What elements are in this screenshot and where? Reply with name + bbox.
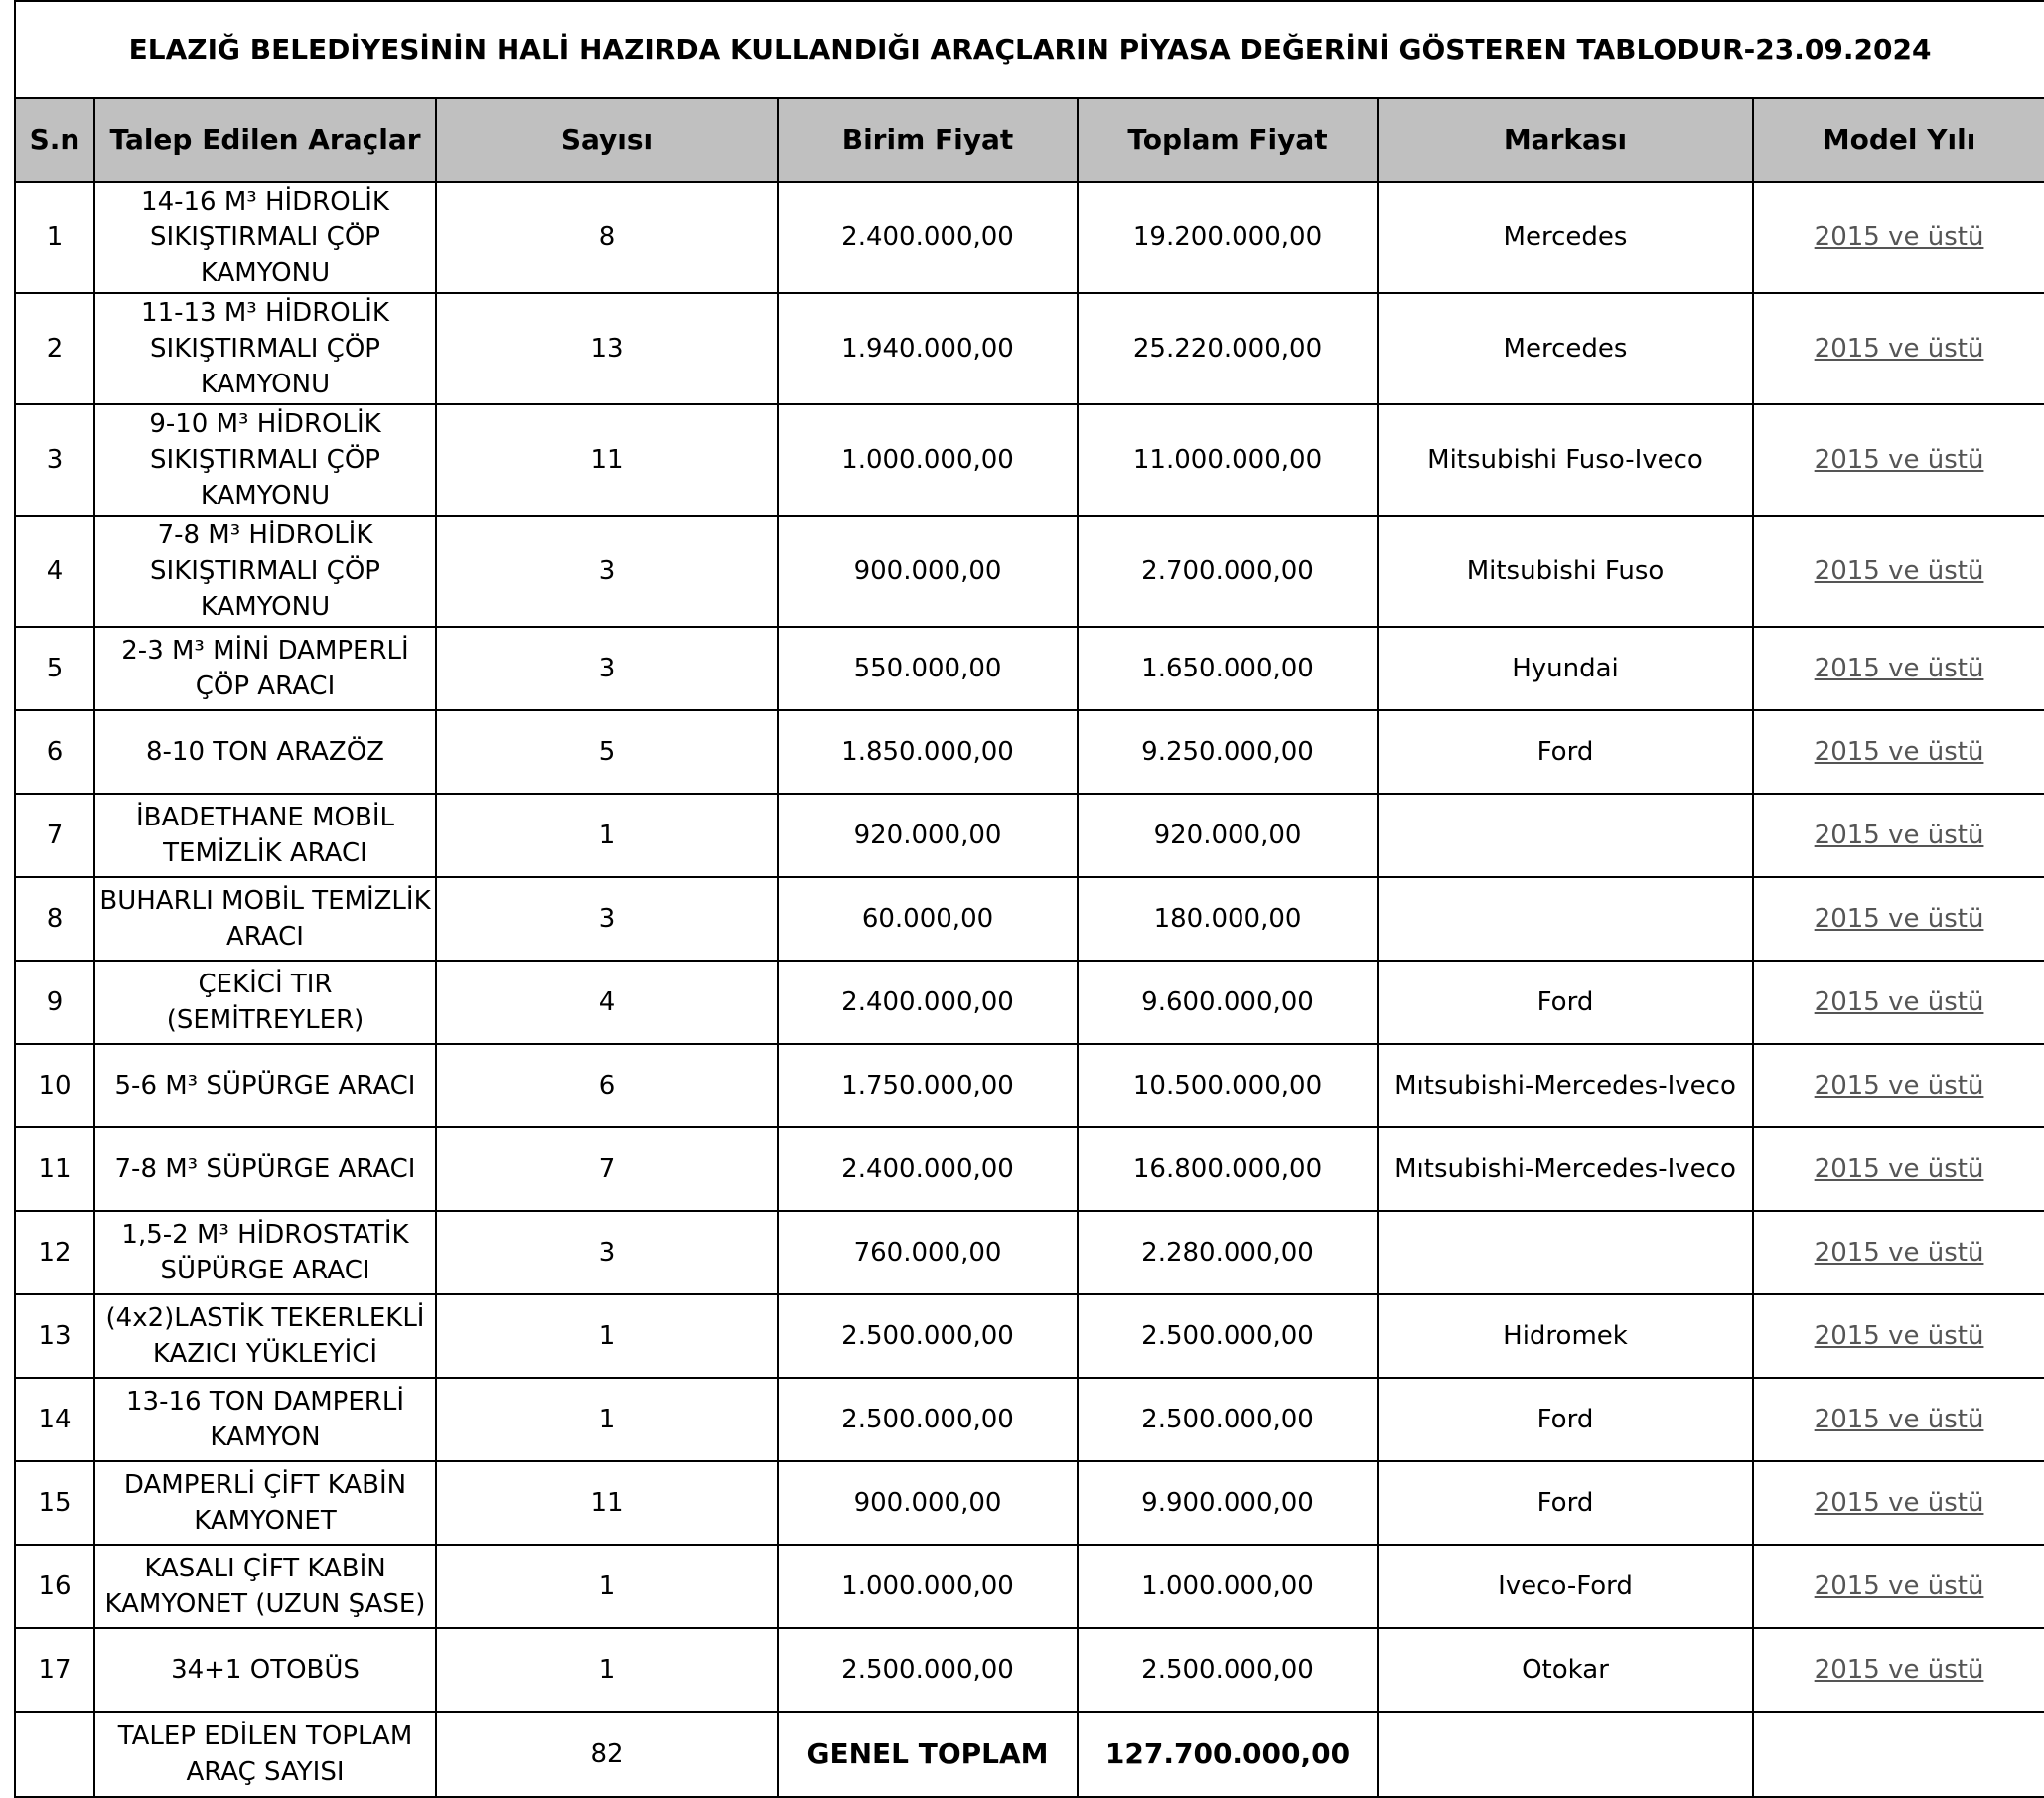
row-count: 7: [436, 1127, 778, 1211]
table-row: [15, 961, 2044, 1044]
row-unit-price: 1.940.000,00: [778, 293, 1078, 404]
row-total-price: 2.280.000,00: [1078, 1211, 1378, 1294]
row-model-year[interactable]: 2015 ve üstü: [1753, 961, 2044, 1044]
row-total-price: 2.500.000,00: [1078, 1628, 1378, 1712]
row-count: 3: [436, 877, 778, 961]
row-unit-price: 920.000,00: [778, 794, 1078, 877]
table-row: [15, 627, 2044, 710]
row-total-price: 1.650.000,00: [1078, 627, 1378, 710]
row-total-price: 11.000.000,00: [1078, 404, 1378, 516]
row-vehicle: İBADETHANE MOBİL TEMİZLİK ARACI: [94, 794, 436, 877]
table-row: [15, 516, 2044, 627]
header-unit-price: Birim Fiyat: [778, 98, 1078, 182]
row-vehicle: 13-16 TON DAMPERLİ KAMYON: [94, 1378, 436, 1461]
row-sn: 15: [15, 1461, 94, 1545]
totals-count: 82: [436, 1712, 778, 1797]
row-sn: 16: [15, 1545, 94, 1628]
row-brand: [1378, 877, 1753, 961]
row-sn: 10: [15, 1044, 94, 1127]
row-vehicle: 34+1 OTOBÜS: [94, 1628, 436, 1712]
row-count: 11: [436, 1461, 778, 1545]
row-sn: 7: [15, 794, 94, 877]
row-sn: 1: [15, 182, 94, 293]
row-count: 3: [436, 1211, 778, 1294]
row-count: 1: [436, 1545, 778, 1628]
row-count: 11: [436, 404, 778, 516]
row-brand: Ford: [1378, 1378, 1753, 1461]
row-sn: 12: [15, 1211, 94, 1294]
row-vehicle: 5-6 M³ SÜPÜRGE ARACI: [94, 1044, 436, 1127]
header-sn: S.n: [15, 98, 94, 182]
row-total-price: 2.500.000,00: [1078, 1378, 1378, 1461]
row-model-year[interactable]: 2015 ve üstü: [1753, 794, 2044, 877]
row-count: 1: [436, 1294, 778, 1378]
row-count: 8: [436, 182, 778, 293]
row-vehicle: DAMPERLİ ÇİFT KABİN KAMYONET: [94, 1461, 436, 1545]
row-model-year[interactable]: 2015 ve üstü: [1753, 1378, 2044, 1461]
row-brand: Mitsubishi Fuso-Iveco: [1378, 404, 1753, 516]
row-model-year[interactable]: 2015 ve üstü: [1753, 404, 2044, 516]
table-row: [15, 1211, 2044, 1294]
row-sn: 3: [15, 404, 94, 516]
price-table-sheet: [14, 0, 2044, 1798]
totals-label: TALEP EDİLEN TOPLAM ARAÇ SAYISI: [94, 1712, 436, 1797]
row-sn: 2: [15, 293, 94, 404]
table-row: [15, 1294, 2044, 1378]
row-vehicle: 14-16 M³ HİDROLİK SIKIŞTIRMALI ÇÖP KAMYONU: [94, 182, 436, 293]
vehicle-price-table: [14, 0, 2044, 1798]
row-vehicle: 11-13 M³ HİDROLİK SIKIŞTIRMALI ÇÖP KAMYONU: [94, 293, 436, 404]
header-vehicle: Talep Edilen Araçlar: [94, 98, 436, 182]
row-model-year[interactable]: 2015 ve üstü: [1753, 710, 2044, 794]
row-unit-price: 2.500.000,00: [778, 1294, 1078, 1378]
row-total-price: 10.500.000,00: [1078, 1044, 1378, 1127]
header-brand: Markası: [1378, 98, 1753, 182]
row-model-year[interactable]: 2015 ve üstü: [1753, 293, 2044, 404]
header-row: [15, 98, 2044, 182]
row-model-year[interactable]: 2015 ve üstü: [1753, 1294, 2044, 1378]
row-vehicle: (4x2)LASTİK TEKERLEKLİ KAZICI YÜKLEYİCİ: [94, 1294, 436, 1378]
row-sn: 6: [15, 710, 94, 794]
table-row: [15, 404, 2044, 516]
row-count: 13: [436, 293, 778, 404]
row-brand: Ford: [1378, 1461, 1753, 1545]
row-total-price: 25.220.000,00: [1078, 293, 1378, 404]
header-count: Sayısı: [436, 98, 778, 182]
row-model-year[interactable]: 2015 ve üstü: [1753, 182, 2044, 293]
row-total-price: 180.000,00: [1078, 877, 1378, 961]
row-model-year[interactable]: 2015 ve üstü: [1753, 1044, 2044, 1127]
row-brand: Mercedes: [1378, 293, 1753, 404]
row-count: 3: [436, 627, 778, 710]
row-unit-price: 1.750.000,00: [778, 1044, 1078, 1127]
row-total-price: 16.800.000,00: [1078, 1127, 1378, 1211]
row-brand: Mıtsubishi-Mercedes-Iveco: [1378, 1127, 1753, 1211]
row-brand: Hidromek: [1378, 1294, 1753, 1378]
row-count: 3: [436, 516, 778, 627]
row-model-year[interactable]: 2015 ve üstü: [1753, 1628, 2044, 1712]
row-total-price: 2.500.000,00: [1078, 1294, 1378, 1378]
row-sn: 11: [15, 1127, 94, 1211]
row-sn: 9: [15, 961, 94, 1044]
row-total-price: 9.900.000,00: [1078, 1461, 1378, 1545]
row-vehicle: 9-10 M³ HİDROLİK SIKIŞTIRMALI ÇÖP KAMYONU: [94, 404, 436, 516]
row-brand: Mercedes: [1378, 182, 1753, 293]
header-model-year: Model Yılı: [1753, 98, 2044, 182]
row-unit-price: 2.400.000,00: [778, 1127, 1078, 1211]
row-sn: 8: [15, 877, 94, 961]
totals-row: [15, 1712, 2044, 1797]
grand-total-value: 127.700.000,00: [1078, 1712, 1378, 1797]
row-sn: 4: [15, 516, 94, 627]
row-brand: Mitsubishi Fuso: [1378, 516, 1753, 627]
row-brand: Otokar: [1378, 1628, 1753, 1712]
row-brand: Ford: [1378, 961, 1753, 1044]
row-unit-price: 1.000.000,00: [778, 1545, 1078, 1628]
table-row: [15, 794, 2044, 877]
row-count: 5: [436, 710, 778, 794]
row-count: 1: [436, 794, 778, 877]
row-vehicle: 8-10 TON ARAZÖZ: [94, 710, 436, 794]
row-unit-price: 900.000,00: [778, 516, 1078, 627]
header-total-price: Toplam Fiyat: [1078, 98, 1378, 182]
table-row: [15, 1044, 2044, 1127]
row-unit-price: 2.500.000,00: [778, 1378, 1078, 1461]
row-brand: Ford: [1378, 710, 1753, 794]
row-unit-price: 60.000,00: [778, 877, 1078, 961]
table-row: [15, 182, 2044, 293]
row-sn: 5: [15, 627, 94, 710]
row-total-price: 1.000.000,00: [1078, 1545, 1378, 1628]
row-vehicle: 2-3 M³ MİNİ DAMPERLİ ÇÖP ARACI: [94, 627, 436, 710]
row-sn: 13: [15, 1294, 94, 1378]
row-brand: Mıtsubishi-Mercedes-Iveco: [1378, 1044, 1753, 1127]
row-total-price: 19.200.000,00: [1078, 182, 1378, 293]
table-row: [15, 710, 2044, 794]
row-total-price: 9.250.000,00: [1078, 710, 1378, 794]
row-total-price: 2.700.000,00: [1078, 516, 1378, 627]
row-model-year[interactable]: 2015 ve üstü: [1753, 1211, 2044, 1294]
row-count: 1: [436, 1378, 778, 1461]
row-brand: [1378, 794, 1753, 877]
row-unit-price: 2.400.000,00: [778, 182, 1078, 293]
table-row: [15, 1628, 2044, 1712]
row-vehicle: 7-8 M³ SÜPÜRGE ARACI: [94, 1127, 436, 1211]
row-vehicle: 7-8 M³ HİDROLİK SIKIŞTIRMALI ÇÖP KAMYONU: [94, 516, 436, 627]
row-unit-price: 1.000.000,00: [778, 404, 1078, 516]
row-vehicle: BUHARLI MOBİL TEMİZLİK ARACI: [94, 877, 436, 961]
row-model-year[interactable]: 2015 ve üstü: [1753, 1127, 2044, 1211]
row-unit-price: 760.000,00: [778, 1211, 1078, 1294]
row-brand: [1378, 1211, 1753, 1294]
totals-sn-empty: [15, 1712, 94, 1797]
row-sn: 17: [15, 1628, 94, 1712]
row-unit-price: 1.850.000,00: [778, 710, 1078, 794]
row-total-price: 9.600.000,00: [1078, 961, 1378, 1044]
row-vehicle: 1,5-2 M³ HİDROSTATİK SÜPÜRGE ARACI: [94, 1211, 436, 1294]
table-title: ELAZIĞ BELEDİYESİNİN HALİ HAZIRDA KULLANDIĞI ARAÇLARIN PİYASA DEĞERİNİ GÖSTEREN TABLODUR-23.09.2024: [15, 1, 2044, 98]
row-unit-price: 2.500.000,00: [778, 1628, 1078, 1712]
table-row: [15, 293, 2044, 404]
row-total-price: 920.000,00: [1078, 794, 1378, 877]
row-count: 6: [436, 1044, 778, 1127]
table-row: [15, 1127, 2044, 1211]
row-model-year[interactable]: 2015 ve üstü: [1753, 627, 2044, 710]
row-count: 4: [436, 961, 778, 1044]
table-row: [15, 1378, 2044, 1461]
row-sn: 14: [15, 1378, 94, 1461]
table-row: [15, 877, 2044, 961]
row-brand: Iveco-Ford: [1378, 1545, 1753, 1628]
row-model-year[interactable]: 2015 ve üstü: [1753, 516, 2044, 627]
row-model-year[interactable]: 2015 ve üstü: [1753, 1461, 2044, 1545]
row-vehicle: ÇEKİCİ TIR (SEMİTREYLER): [94, 961, 436, 1044]
row-model-year[interactable]: 2015 ve üstü: [1753, 1545, 2044, 1628]
table-row: [15, 1461, 2044, 1545]
row-unit-price: 550.000,00: [778, 627, 1078, 710]
row-unit-price: 2.400.000,00: [778, 961, 1078, 1044]
row-vehicle: KASALI ÇİFT KABİN KAMYONET (UZUN ŞASE): [94, 1545, 436, 1628]
totals-model-empty: [1753, 1712, 2044, 1797]
table-body: [15, 182, 2044, 1712]
totals-brand-empty: [1378, 1712, 1753, 1797]
row-unit-price: 900.000,00: [778, 1461, 1078, 1545]
row-count: 1: [436, 1628, 778, 1712]
grand-total-label: GENEL TOPLAM: [778, 1712, 1078, 1797]
table-row: [15, 1545, 2044, 1628]
row-model-year[interactable]: 2015 ve üstü: [1753, 877, 2044, 961]
row-brand: Hyundai: [1378, 627, 1753, 710]
